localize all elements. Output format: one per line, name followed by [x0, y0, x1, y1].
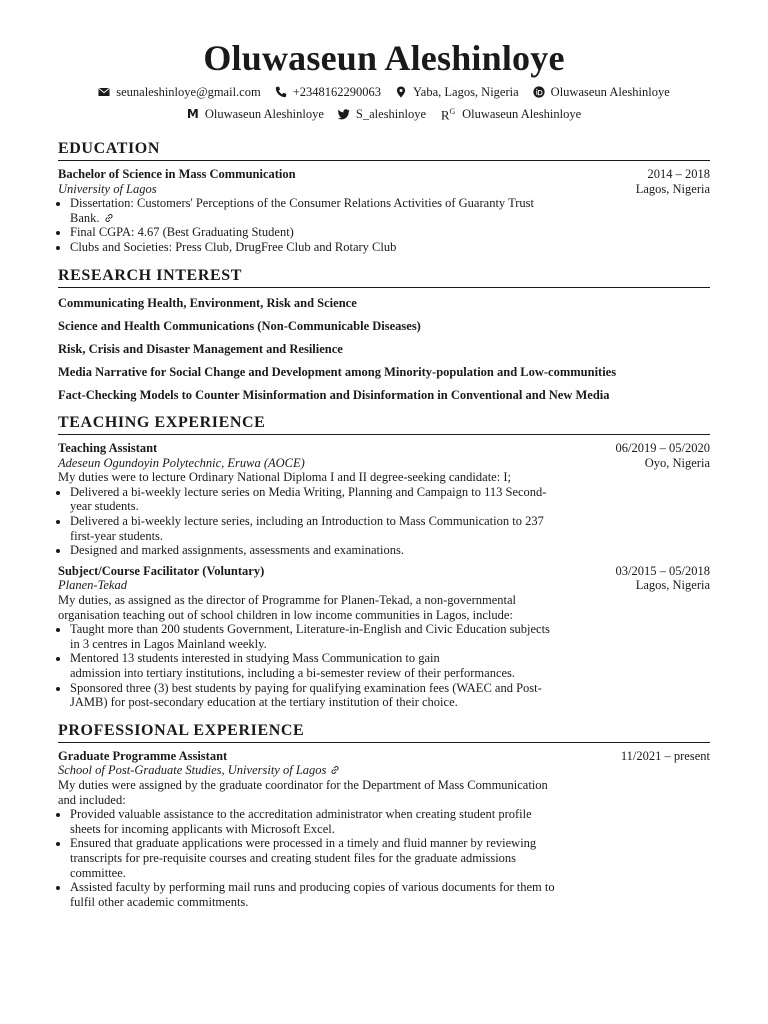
location-pin-icon	[395, 86, 407, 98]
twitter-text: S_aleshinloye	[355, 107, 427, 121]
research-heading: RESEARCH INTEREST	[58, 267, 710, 288]
employer-name: School of Post-Graduate Studies, University of Lagos	[58, 763, 340, 778]
research-interest-item: Risk, Crisis and Disaster Management and Resilience	[58, 341, 343, 356]
phone-icon	[275, 86, 287, 98]
contact-row-2	[58, 106, 710, 122]
professional-entry-1	[58, 749, 710, 910]
job-bullets	[58, 807, 558, 909]
list-item: • Taught more than 200 students Government, Literature-in-English and Civic Education subjects in 3 centres in Lagos Mainland weekly.	[70, 622, 558, 651]
list-item: • Sponsored three (3) best students by paying for qualifying examination fees (WAEC and Post-JAMB) for post-secondary education at the tertiary institution of their choice.	[70, 681, 558, 710]
list-item: • Provided valuable assistance to the accreditation administrator when creating student profile sheets for incoming applicants with Microsoft Excel.	[70, 807, 558, 836]
orcid-icon	[533, 86, 545, 98]
orcid-text: Oluwaseun Aleshinloye	[550, 85, 670, 99]
medium-icon: M	[186, 107, 199, 121]
teaching-entry-2	[58, 564, 710, 710]
teaching-heading: TEACHING EXPERIENCE	[58, 414, 710, 435]
link-icon[interactable]	[330, 765, 340, 775]
researchgate-icon: $R^G$	[440, 107, 456, 123]
list-item: • Dissertation: Customers' Perceptions of the Consumer Relations Activities of Guaranty Trust Bank.	[70, 196, 558, 225]
list-item: • Designed and marked assignments, assessments and examinations.	[70, 543, 558, 558]
education-entry	[58, 167, 710, 255]
list-item: • Delivered a bi-weekly lecture series on Media Writing, Planning and Campaign to 113 Second-year students.	[70, 485, 558, 514]
employer-name: Adeseun Ogundoyin Polytechnic, Eruwa (AOCE)	[58, 455, 305, 470]
list-item: • Mentored 13 students interested in studying Mass Communication to gain	[70, 651, 558, 666]
envelope-icon	[98, 86, 110, 98]
medium-text: Oluwaseun Aleshinloye	[204, 107, 324, 121]
list-item: • Assisted faculty by performing mail runs and producing copies of various documents for them to fulfil other academic commitments.	[70, 880, 558, 909]
job-location: Lagos, Nigeria	[635, 578, 710, 593]
job-bullets	[58, 622, 558, 710]
job-dates: 03/2015 – 05/2018	[615, 563, 710, 578]
degree-title: Bachelor of Science in Mass Communication	[58, 167, 296, 181]
contact-medium[interactable]	[187, 106, 324, 122]
email-text: seunaleshinloye@gmail.com	[116, 85, 261, 99]
contact-location	[395, 84, 519, 100]
location-text: Yaba, Lagos, Nigeria	[413, 85, 519, 99]
candidate-name: Oluwaseun Aleshinloye	[203, 38, 565, 78]
education-section	[58, 140, 710, 255]
education-heading: EDUCATION	[58, 140, 710, 161]
list-item: • Clubs and Societies: Press Club, DrugFree Club and Rotary Club	[70, 240, 558, 255]
job-intro: My duties were to lecture Ordinary National Diploma I and II degree-seeking candidate: I;	[58, 470, 511, 485]
list-item: • Ensured that graduate applications were processed in a timely and fluid manner by reviewing transcripts for pre-requisite courses and creating student files for the graduate admissions committee.	[70, 836, 558, 880]
list-item: admission into tertiary institutions, including a bi-semester review of their performances.	[70, 666, 516, 680]
list-item: • Final CGPA: 4.67 (Best Graduating Student)	[70, 225, 558, 240]
job-title: Graduate Programme Assistant	[58, 748, 228, 763]
contact-researchgate[interactable]	[440, 106, 581, 122]
education-bullets	[58, 196, 558, 254]
research-interest-item: Communicating Health, Environment, Risk and Science	[58, 295, 357, 310]
research-interest-item: Media Narrative for Social Change and Development among Minority-population and Low-communities	[58, 364, 617, 379]
contact-email[interactable]	[98, 84, 260, 100]
contact-row-1	[58, 84, 710, 100]
job-bullets	[58, 485, 558, 558]
school-name: University of Lagos	[58, 181, 157, 196]
job-title: Subject/Course Facilitator (Voluntary)	[58, 563, 265, 578]
research-interest-item: Fact-Checking Models to Counter Misinformation and Disinformation in Conventional and New Media	[58, 387, 610, 402]
education-location: Lagos, Nigeria	[635, 181, 710, 196]
contact-orcid[interactable]	[533, 84, 670, 100]
job-location: Oyo, Nigeria	[644, 455, 710, 470]
list-item: • Delivered a bi-weekly lecture series, including an Introduction to Mass Communication to 237 first-year students.	[70, 514, 558, 543]
job-dates: 06/2019 – 05/2020	[615, 441, 710, 456]
job-title: Teaching Assistant	[58, 441, 158, 456]
education-dates: 2014 – 2018	[647, 167, 710, 181]
teaching-entry-1	[58, 441, 710, 558]
job-intro: My duties were assigned by the graduate coordinator for the Department of Mass Communication and included:	[58, 777, 548, 807]
job-dates: 11/2021 – present	[620, 748, 710, 763]
employer-name: Planen-Tekad	[58, 578, 127, 593]
research-section	[58, 267, 710, 403]
research-interest-item: Science and Health Communications (Non-Communicable Diseases)	[58, 318, 421, 333]
professional-heading: PROFESSIONAL EXPERIENCE	[58, 722, 710, 743]
professional-section	[58, 722, 710, 910]
contact-twitter[interactable]	[338, 106, 426, 122]
phone-text: +2348162290063	[292, 85, 382, 99]
twitter-icon	[338, 108, 350, 120]
contact-phone[interactable]	[275, 84, 381, 100]
job-intro: My duties, as assigned as the director of Programme for Planen-Tekad, a non-governmental organisation teaching out of school children in low income communities in Lagos, include:	[58, 593, 517, 622]
link-icon[interactable]	[104, 213, 114, 223]
researchgate-text: Oluwaseun Aleshinloye	[462, 107, 582, 121]
teaching-section	[58, 414, 710, 710]
